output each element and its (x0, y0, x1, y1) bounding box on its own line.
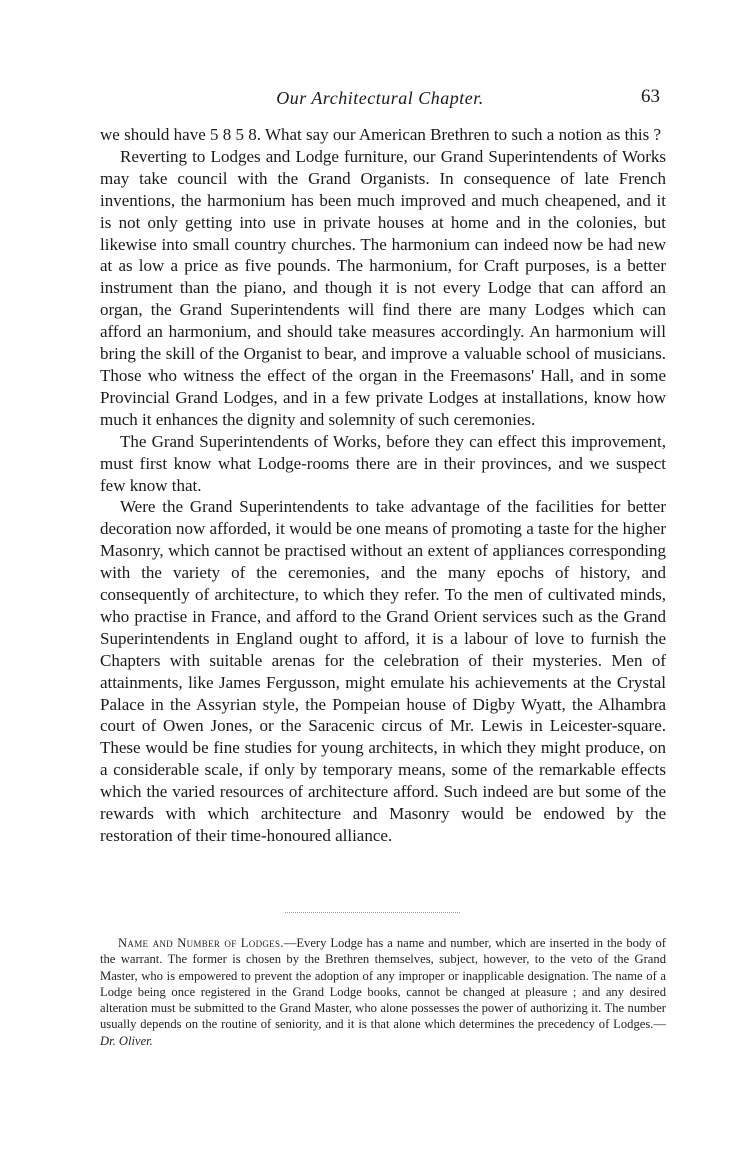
footnote-text: —Every Lodge has a name and number, which are inserted in the body of the warrant. The former is chosen by the Brethren themselves, subject, however, to the veto of the Grand Master, who is empowered to prevent the adoption of any improper or inapplicable designation. The name of a Lodge being once registered in the Grand Lodge books, cannot be changed at pleasure ; and any desired alteration must be submitted to the Grand Master, who alone possesses the power of authorizing it. The number usually depends on the routine of seniority, and it is that alone which determines the precedency of Lodges.— (100, 936, 667, 1032)
footnote-author: Dr. Oliver. (100, 1033, 153, 1048)
page-number: 63 (641, 86, 660, 107)
paragraph-superintendents: The Grand Superintendents of Works, before they can effect this improvement, must first know what Lodge-rooms there are in their provinces, and we suspect few know that. (100, 431, 666, 495)
footnote-paragraph (100, 935, 666, 1049)
paragraph-decoration: Were the Grand Superintendents to take advantage of the facilities for better decoration now afforded, it would be one means of promoting a taste for the higher Masonry, which cannot be practised without an extent of appliances corresponding with the variety of the ceremonies, and the many epochs of history, and consequently of architecture, to which they refer. To the men of cultivated minds, who practise in France, and afford to the Grand Orient services such as the Grand Superintendents in England ought to afford, it is a labour of love to furnish the Chapters with suitable arenas for the celebration of their mysteries. Men of attainments, like James Fergusson, might emulate his achievements at the Crystal Palace in the Assyrian style, the Pompeian house of Digby Wyatt, the Alhambra court of Owen Jones, or the Saracenic circus of Mr. Lewis in Leicester-square. These would be fine studies for young architects, in which they might produce, on a considerable scale, if only by temporary means, some of the remarkable effects which the varied resources of architecture afford. Such indeed are but some of the rewards with which architecture and Masonry would be endowed by the restoration of their time-honoured alliance. (100, 497, 666, 845)
paragraph-harmonium: Reverting to Lodges and Lodge furniture, our Grand Superintendents of Works may take council with the Grand Organists. In consequence of late French inventions, the harmonium has been much improved and much cheapened, and it is not only getting into use in private houses at home and in the colonies, but likewise into small country churches. The harmonium can indeed now be had new at as low a price as five pounds. The harmonium, for Craft purposes, is a better instrument than the piano, and though it is not every Lodge that can afford an organ, the Grand Superintendents will find there are many Lodges which can afford an harmonium, and should take measures accordingly. An harmonium will bring the skill of the Organist to bear, and improve a valuable school of musicians. Those who witness the effect of the organ in the Freemasons' Hall, and in some Provincial Grand Lodges, and in a few private Lodges at installations, know how much it enhances the dignity and solemnity of such ceremonies. (100, 146, 666, 429)
running-head (100, 88, 660, 114)
running-title: Our Architectural Chapter. (276, 88, 484, 108)
body-text (100, 124, 666, 847)
paragraph-continuation: we should have 5 8 5 8. What say our American Brethren to such a notion as this ? (100, 125, 662, 144)
footnote-heading: Name and Number of Lodges. (118, 936, 284, 950)
footnote (100, 935, 666, 1049)
footnote-separator (285, 912, 460, 913)
